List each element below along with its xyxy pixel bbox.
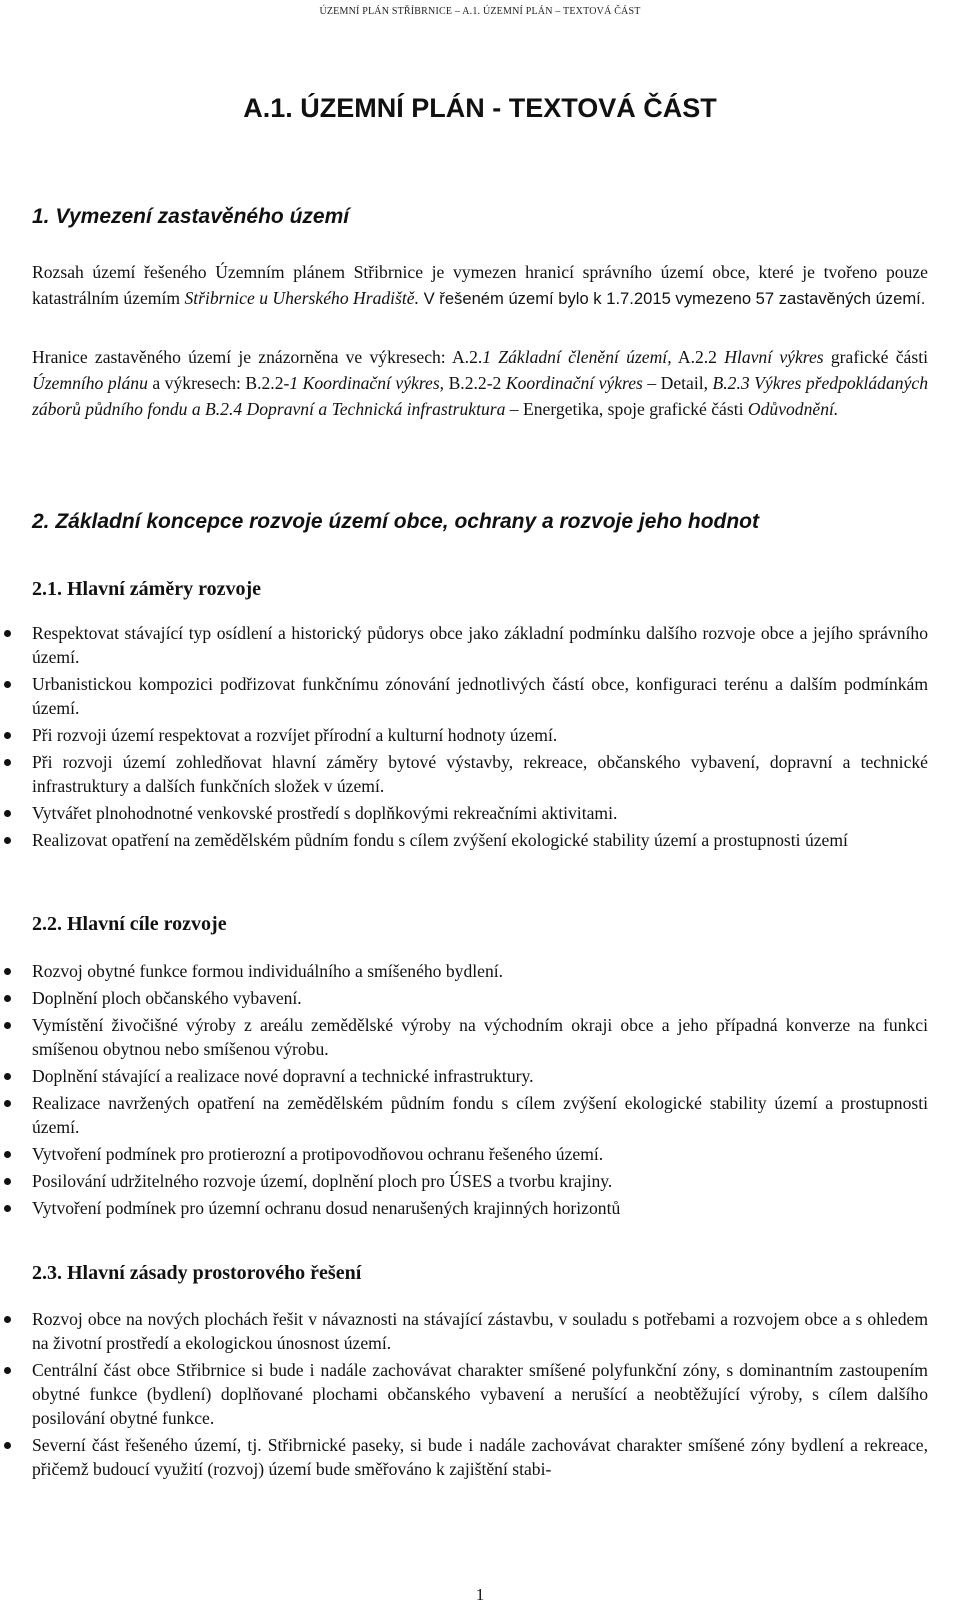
subsection-2-1-list	[0, 621, 928, 852]
bullet-icon	[4, 1151, 11, 1158]
bullet-icon	[4, 837, 11, 844]
document-title: A.1. ÚZEMNÍ PLÁN - TEXTOVÁ ČÁST	[243, 93, 717, 123]
list-item	[0, 621, 928, 669]
paragraph-text: Detail,	[660, 373, 713, 393]
paragraph-text-italic: B.2.3 Výkres předpokládaných záborů půdního fondu a B.2.4 Dopravní a Technická infrastruktura –	[32, 373, 928, 419]
list-item-text: Vymístění živočišné výroby z areálu zemědělské výroby na východním okraji obce a jeho případná konverze na funkci smíšenou obytnou nebo smíšenou výrobu.	[32, 1015, 928, 1059]
list-item-text: Doplnění ploch občanského vybavení.	[32, 988, 302, 1008]
bullet-icon	[4, 1073, 11, 1080]
list-item-text: Vytvářet plnohodnotné venkovské prostředí s doplňkovými rekreačními aktivitami.	[32, 803, 618, 823]
paragraph-text-sans: V řešeném území bylo k 1.7.2015 vymezeno 57 zastavěných území.	[419, 289, 926, 308]
list-item	[0, 1433, 928, 1481]
bullet-icon	[4, 1316, 11, 1323]
list-item	[0, 959, 928, 983]
list-item	[0, 828, 928, 852]
paragraph-text-italic: Koordinační výkres –	[505, 373, 661, 393]
list-item-text: Urbanistickou kompozici podřizovat funkčnímu zónování jednotlivých částí obce, konfiguraci terénu a dalším podmínkám území.	[32, 674, 928, 718]
bullet-icon	[4, 1022, 11, 1029]
list-item	[0, 1064, 928, 1088]
list-item-text: Doplnění stávající a realizace nové dopravní a technické infrastruktury.	[32, 1066, 534, 1086]
bullet-icon	[4, 810, 11, 817]
subsection-2-2-list	[0, 959, 928, 1220]
paragraph-text-italic: 1 Koordinační výkres,	[289, 373, 445, 393]
list-item-text: Realizovat opatření na zemědělském půdním fondu s cílem zvýšení ekologické stability území a prostupnosti území	[32, 830, 848, 850]
paragraph-text-italic: Střibrnice u Uherského Hradiště.	[184, 288, 419, 308]
bullet-icon	[4, 1178, 11, 1185]
bullet-icon	[4, 1205, 11, 1212]
paragraph-text: A.2.2	[671, 347, 725, 367]
section-1-paragraph-2	[32, 344, 928, 422]
list-item-text: Centrální část obce Střibrnice si bude i nadále zachovávat charakter smíšené polyfunkční zóny, s dominantním zastoupením obytné funkce (bydlení) doplňované plochami občanského vybavení a nerušící a neobtěžující výroby, s cílem dalšího posilování obytné funkce.	[32, 1360, 928, 1428]
list-item-text: Vytvoření podmínek pro územní ochranu dosud nenarušených krajinných horizontů	[32, 1198, 621, 1218]
paragraph-text: grafické části	[823, 347, 928, 367]
paragraph-text-italic: Odůvodnění.	[747, 399, 839, 419]
bullet-icon	[4, 968, 11, 975]
list-item	[0, 1142, 928, 1166]
bullet-icon	[4, 1367, 11, 1374]
paragraph-text: Hranice zastavěného území je znázorněna ve výkresech: A.2.	[32, 347, 483, 367]
paragraph-text: a výkresech: B.2.2-	[147, 373, 290, 393]
bullet-icon	[4, 681, 11, 688]
list-item	[0, 1196, 928, 1220]
page-number: 1	[475, 1585, 485, 1604]
section-2-heading: 2. Základní koncepce rozvoje území obce, ochrany a rozvoje jeho hodnot	[32, 510, 760, 533]
list-item-text: Při rozvoji území zohledňovat hlavní záměry bytové výstavby, rekreace, občanského vybavení, dopravní a technické infrastruktury a dalších funkčních složek v území.	[32, 752, 928, 796]
running-header: ÚZEMNÍ PLÁN STŘÍBRNICE – A.1. ÚZEMNÍ PLÁN – TEXTOVÁ ČÁST	[319, 6, 641, 17]
paragraph-text-italic: Hlavní výkres	[724, 347, 824, 367]
list-item-text: Posilování udržitelného rozvoje území, doplnění ploch pro ÚSES a tvorbu krajiny.	[32, 1171, 613, 1191]
list-item	[0, 1307, 928, 1355]
list-item-text: Rozvoj obce na nových plochách řešit v návaznosti na stávající zástavbu, v souladu s potřebami a rozvojem obce a s ohledem na životní prostředí a ekologickou únosnost území.	[32, 1309, 928, 1353]
section-1-heading: 1. Vymezení zastavěného území	[32, 205, 350, 228]
bullet-icon	[4, 732, 11, 739]
list-item	[0, 801, 928, 825]
list-item	[0, 750, 928, 798]
paragraph-text: Rozsah území řešeného Územním plánem Střibrnice je vymezen hranicí správního území obce, které je tvořeno pouze katastrálním územím	[32, 262, 928, 308]
subsection-2-2-heading: 2.2. Hlavní cíle rozvoje	[32, 913, 227, 935]
paragraph-text-italic: 1 Základní členění území,	[482, 347, 672, 367]
list-item	[0, 723, 928, 747]
paragraph-text: Energetika, spoje grafické části	[523, 399, 748, 419]
subsection-2-3-list	[0, 1307, 928, 1481]
list-item	[0, 1358, 928, 1430]
bullet-icon	[4, 1442, 11, 1449]
paragraph-text: B.2.2-2	[444, 373, 506, 393]
bullet-icon	[4, 995, 11, 1002]
bullet-icon	[4, 759, 11, 766]
subsection-2-3-heading: 2.3. Hlavní zásady prostorového řešení	[32, 1262, 362, 1284]
list-item-text: Vytvoření podmínek pro protierozní a protipovodňovou ochranu řešeného území.	[32, 1144, 604, 1164]
list-item	[0, 1013, 928, 1061]
list-item-text: Respektovat stávající typ osídlení a historický půdorys obce jako základní podmínku dalšího rozvoje obce a jejího správního území.	[32, 623, 928, 667]
subsection-2-1-heading: 2.1. Hlavní záměry rozvoje	[32, 578, 262, 600]
list-item-text: Realizace navržených opatření na zemědělském půdním fondu s cílem zvýšení ekologické stability území a prostupnosti území.	[32, 1093, 928, 1137]
list-item	[0, 1091, 928, 1139]
paragraph-text-italic: Územního plánu	[32, 373, 148, 393]
list-item-text: Při rozvoji území respektovat a rozvíjet přírodní a kulturní hodnoty území.	[32, 725, 558, 745]
list-item	[0, 1169, 928, 1193]
section-1-paragraph-1	[32, 259, 928, 312]
bullet-icon	[4, 1100, 11, 1107]
bullet-icon	[4, 630, 11, 637]
list-item-text: Rozvoj obytné funkce formou individuálního a smíšeného bydlení.	[32, 961, 504, 981]
list-item	[0, 986, 928, 1010]
list-item-text: Severní část řešeného území, tj. Střibrnické paseky, si bude i nadále zachovávat charakter smíšené zóny bydlení a rekreace, přičemž budoucí využití (rozvoj) území bude směřováno k zajištění stabi-	[32, 1435, 928, 1479]
list-item	[0, 672, 928, 720]
